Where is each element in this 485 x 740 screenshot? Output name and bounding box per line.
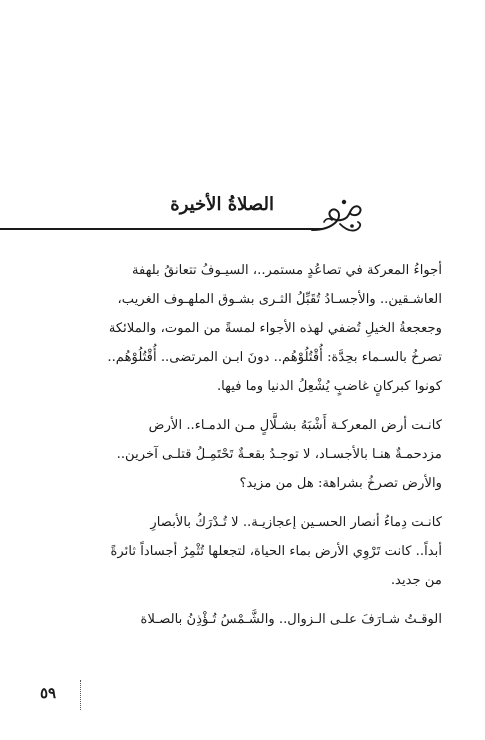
footer-dotted-rule <box>80 680 81 710</box>
title-underline-rule <box>0 228 322 230</box>
paragraph <box>32 508 454 595</box>
text-line: كونوا كبركانٍ غاضبٍ يُشْعِلُ الدنيا وما فيها. <box>216 379 442 394</box>
chapter-header <box>0 188 470 240</box>
text-line: كانـت أرض المعركـة أَشْبَهُ بشـلَّالٍ مـن الدمـاء.. الأرض <box>148 418 442 433</box>
body-text <box>32 256 454 644</box>
paragraph <box>32 256 454 401</box>
text-line: أبداً.. كانت تَرْوِي الأرض بماء الحياة، لتجعلها تُثْمِرُ أجساداً ثائرةً <box>110 544 442 559</box>
calligraphic-flourish-icon <box>310 192 366 238</box>
paragraph <box>32 605 454 634</box>
text-line: أجواءُ المعركة في تصاعُدٍ مستمر..، السيـوفُ تتعانقُ بلهفة <box>131 263 442 278</box>
text-line: وجعجعةُ الخيلِ تُضفي لهذه الأجواء لمسةً من الموت، والملائكة <box>108 321 442 336</box>
text-line: من جديد. <box>390 573 442 588</box>
page-number: ٥٩ <box>40 684 57 702</box>
paragraph <box>32 411 454 498</box>
text-line: مزدحمـةٌ هنـا بالأجسـاد، لا توجـدُ بقعـةٌ تَحْتَمِـلُ قتلـى آخرين.. <box>116 447 442 462</box>
text-line: والأرض تصرخُ بشراهة: هل من مزيد؟ <box>239 476 442 491</box>
text-line: الوقـتُ شـارَفَ علـى الـزوال.. والشَّـمْسُ تُـؤْذِنُ بالصـلاة <box>140 612 442 627</box>
text-line: كانـت دِماءُ أنصار الحسـين إعجازيـة.. لا تُـدْرَكُ بالأبصارِ <box>150 515 442 530</box>
text-line: تصرخُ بالسـماء بحِدَّة: أُقْتُلُوْهُم.. دونَ ابـن المرتضى.. أُقْتُلُوْهُم.. <box>107 350 442 365</box>
text-line: العاشـقين.. والأجسـادُ تُقَبِّلُ الثـرى بشـوق الملهـوف الغريب، <box>117 292 442 307</box>
page-footer <box>0 680 485 720</box>
chapter-title: الصلاةُ الأخيرة <box>170 194 274 215</box>
